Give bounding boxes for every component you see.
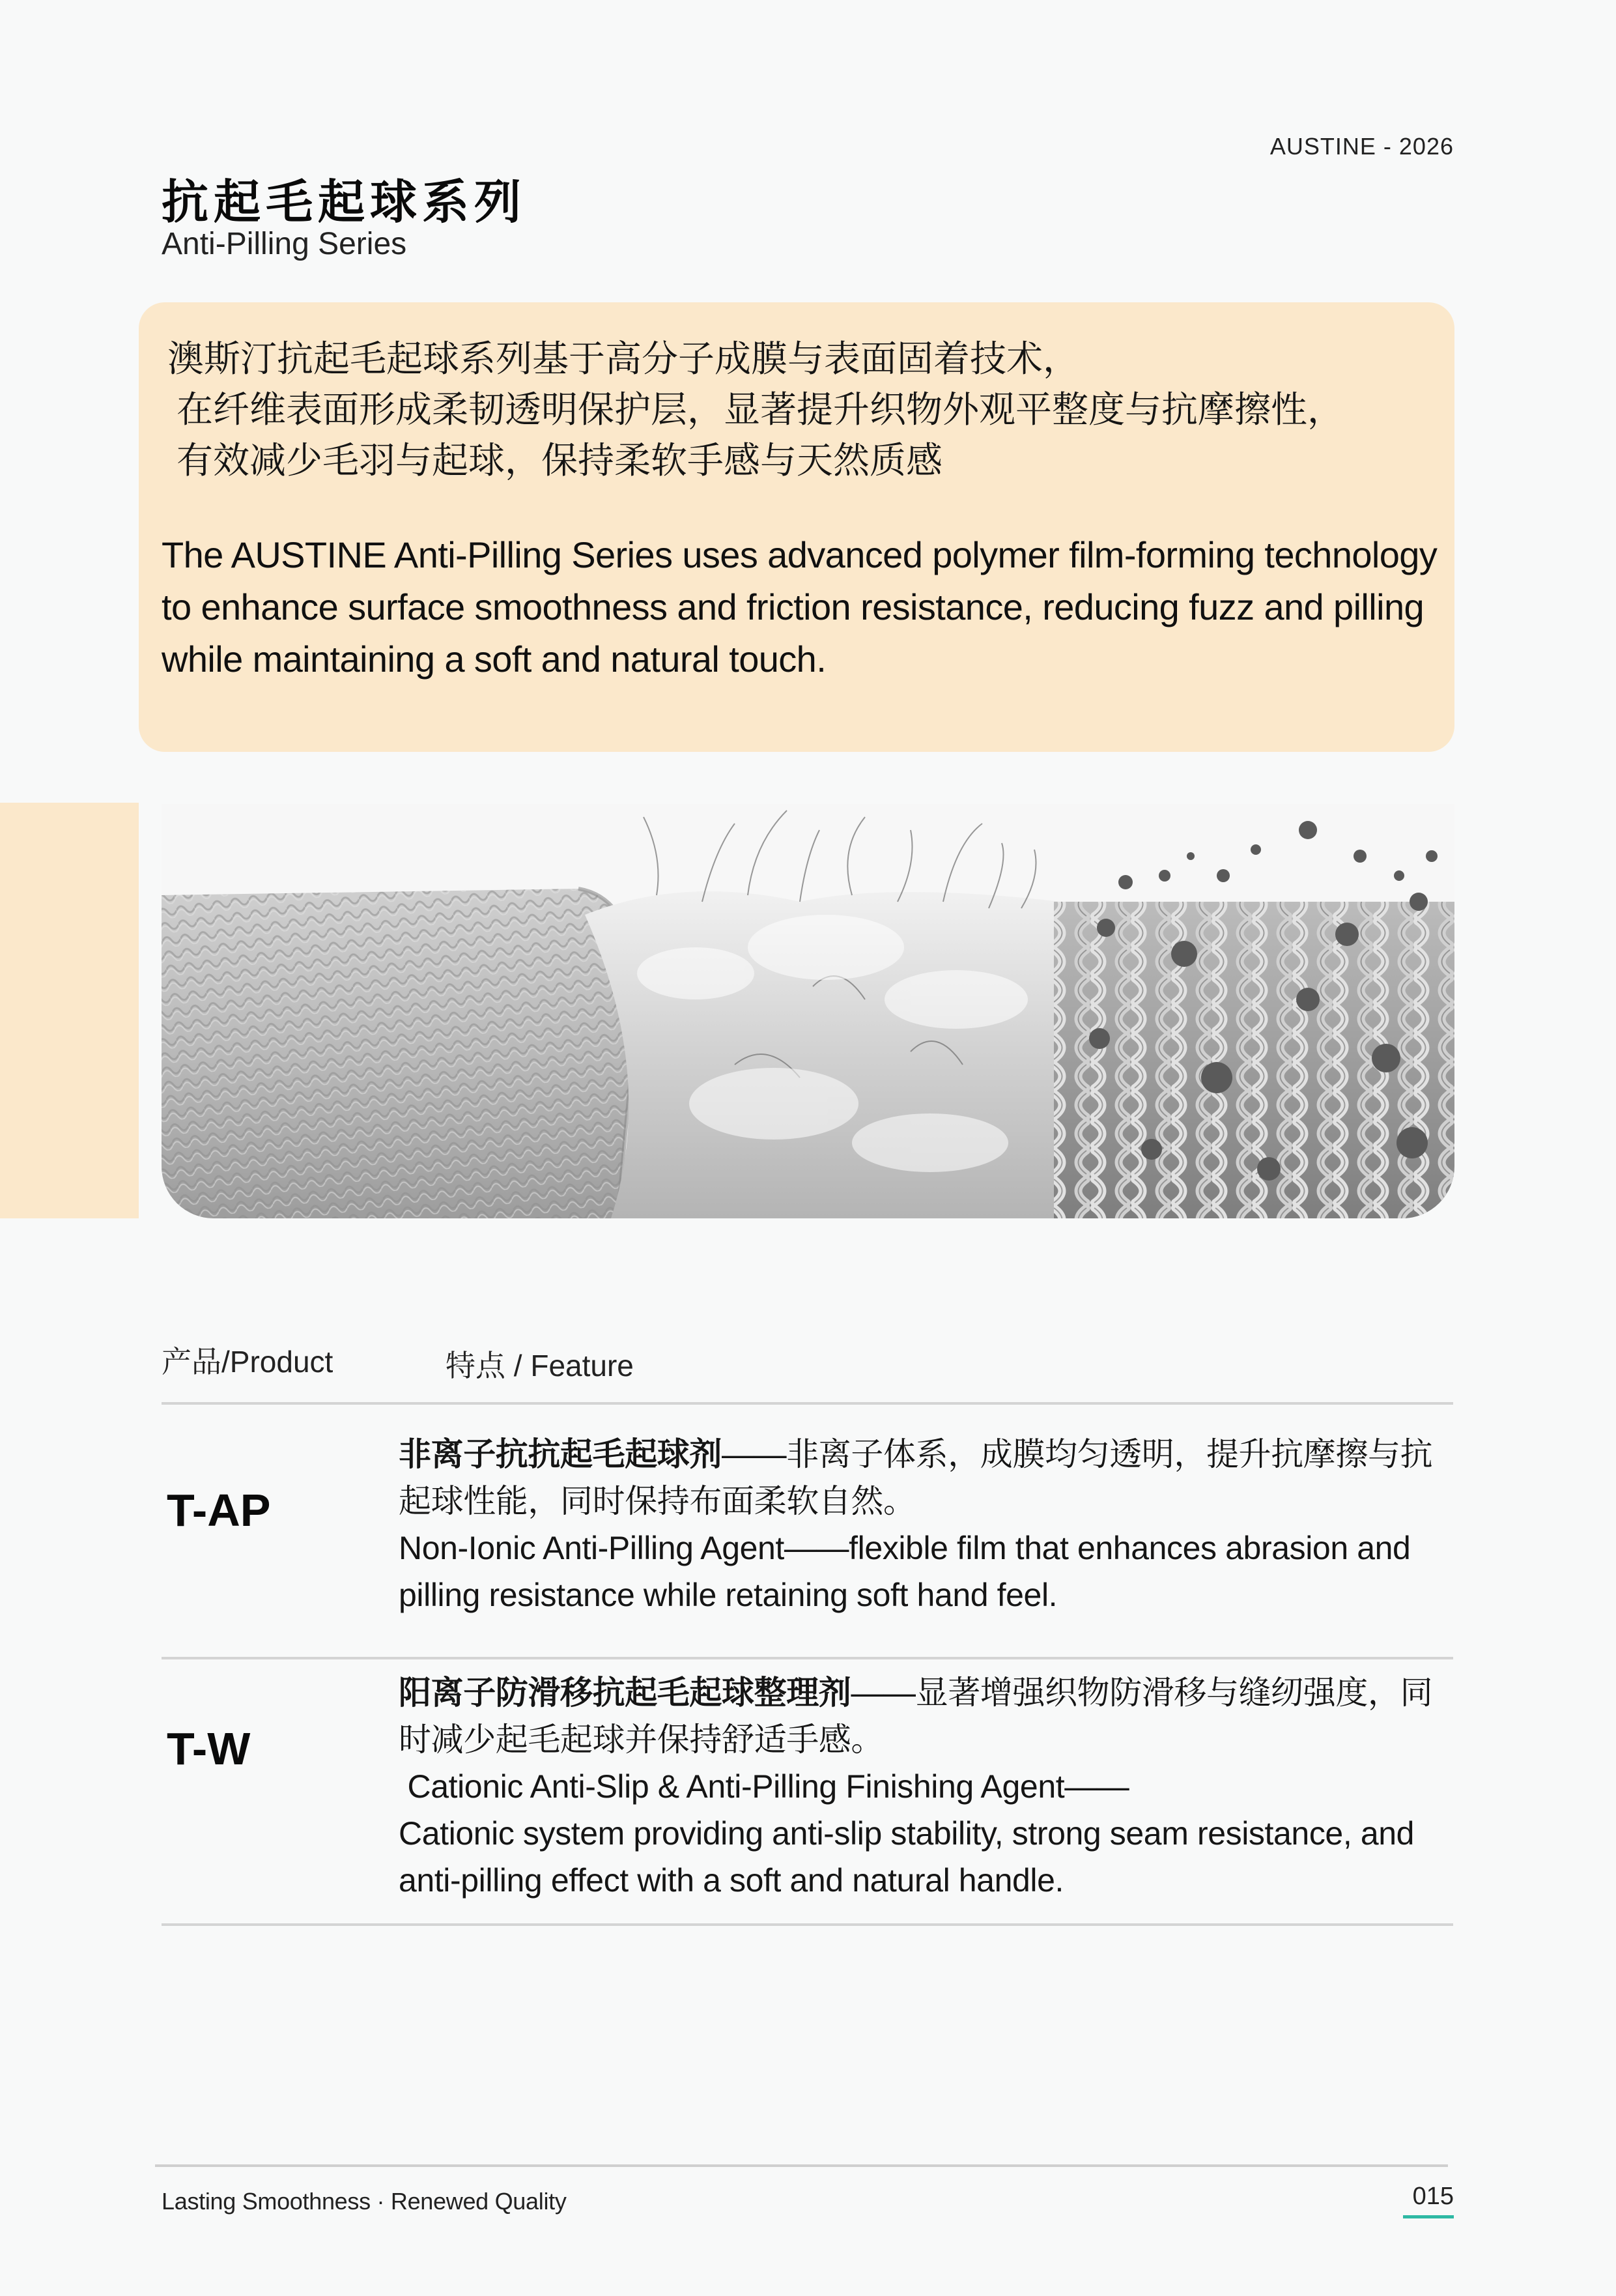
page-number: 015 (1412, 2183, 1454, 2210)
description-en: Cationic system providing anti-slip stability, strong seam resistance, and anti-pilling effect with a soft and natural handle. (399, 1815, 1415, 1899)
fabric-pilling-illustration (162, 804, 1454, 1218)
brand-year: AUSTINE - 2026 (1269, 133, 1454, 160)
page-number-underline (1403, 2215, 1454, 2218)
product-code: T-W (167, 1723, 251, 1774)
intro-text-en: The AUSTINE Anti-Pilling Series uses advanced polymer film-forming technology to enhance surface smoothness and friction resistance, reducing fuzz and pilling while maintaining a soft and natural touch. (162, 534, 1438, 680)
table-divider (162, 1402, 1453, 1405)
product-name-zh: 阳离子防滑移抗起毛起球整理剂 (399, 1674, 851, 1711)
intro-zh-line: 在纤维表面形成柔韧透明保护层，显著提升织物外观平整度与抗摩擦性， (177, 389, 1344, 430)
description-zh (399, 1431, 1454, 1525)
page-title-en: Anti-Pilling Series (162, 227, 407, 261)
product-code: T-AP (167, 1485, 271, 1536)
description-zh-text: ——非离子体系，成膜均匀透明，提升抗摩擦与抗起球性能，同时保持布面柔软自然。 (399, 1436, 1433, 1519)
table-divider (162, 1657, 1453, 1659)
intro-zh-line: 有效减少毛羽与起球，保持柔软手感与天然质感 (177, 440, 943, 481)
page-title-zh: 抗起毛起球系列 (162, 177, 527, 229)
product-description (399, 1669, 1454, 1904)
product-description (399, 1431, 1454, 1618)
side-accent-block (0, 803, 139, 1218)
table-divider (162, 1923, 1453, 1926)
table-header-product: 产品/Product (162, 1345, 333, 1379)
description-en-name: Cationic Anti-Slip & Anti-Pilling Finishing Agent—— (399, 1768, 1129, 1805)
description-zh (399, 1669, 1454, 1763)
product-name-zh: 非离子抗抗起毛起球剂 (399, 1436, 722, 1472)
table-header-feature: 特点 / Feature (446, 1349, 634, 1383)
footer-tagline: Lasting Smoothness · Renewed Quality (162, 2188, 567, 2215)
description-zh-text: ——显著增强织物防滑移与缝纫强度，同时减少起毛起球并保持舒适手感。 (399, 1674, 1433, 1758)
intro-text-zh (167, 334, 1444, 486)
intro-zh-line: 澳斯汀抗起毛起球系列基于高分子成膜与表面固着技术， (167, 338, 1079, 379)
footer-divider (155, 2164, 1448, 2167)
description-en: Non-Ionic Anti-Pilling Agent——flexible film that enhances abrasion and pilling resistance while retaining soft hand feel. (399, 1530, 1411, 1613)
